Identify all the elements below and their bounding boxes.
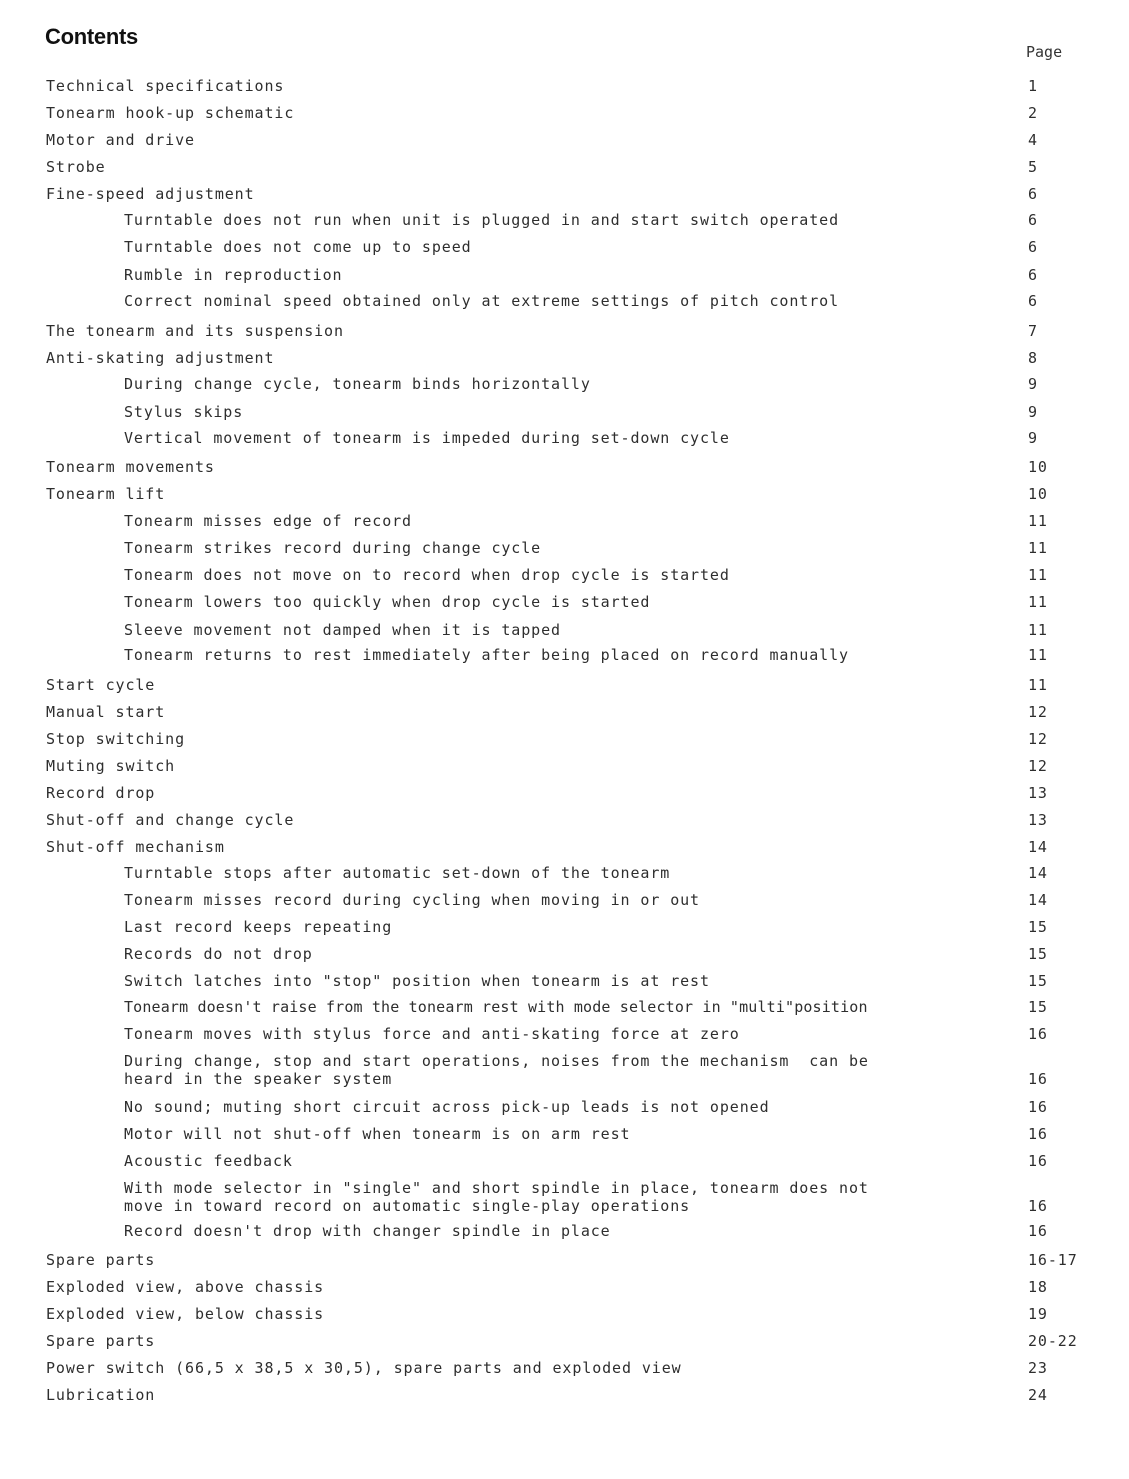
toc-entry-label: Shut-off and change cycle bbox=[46, 811, 295, 829]
toc-entry-label: Shut-off mechanism bbox=[46, 838, 225, 856]
toc-entry-label: Last record keeps repeating bbox=[124, 918, 393, 936]
toc-entry-page: 10 bbox=[1028, 458, 1048, 476]
toc-entry-page: 16 bbox=[1028, 1070, 1048, 1088]
toc-entry-page: 12 bbox=[1028, 730, 1048, 748]
toc-entry-page: 11 bbox=[1028, 539, 1048, 557]
toc-entry-page: 6 bbox=[1028, 185, 1038, 203]
toc-entry-page: 9 bbox=[1028, 375, 1038, 393]
toc-entry-page: 24 bbox=[1028, 1386, 1048, 1404]
toc-entry-label: Exploded view, below chassis bbox=[46, 1305, 325, 1323]
toc-entry-page: 11 bbox=[1028, 512, 1048, 530]
toc-entry-label: Motor and drive bbox=[46, 131, 195, 149]
toc-entry-page: 15 bbox=[1028, 918, 1048, 936]
toc-entry-label: Rumble in reproduction bbox=[124, 266, 343, 284]
toc-entry-label: With mode selector in "single" and short spindle in place, tonearm does not move in toward record on automatic single-play operations bbox=[124, 1179, 869, 1215]
toc-entry-label: Correct nominal speed obtained only at extreme settings of pitch control bbox=[124, 292, 840, 310]
toc-entry-label: Tonearm returns to rest immediately after being placed on record manually bbox=[124, 646, 849, 664]
toc-entry-page: 6 bbox=[1028, 238, 1038, 256]
toc-entry-label: Motor will not shut-off when tonearm is on arm rest bbox=[124, 1125, 631, 1143]
toc-entry-page: 1 bbox=[1028, 77, 1038, 95]
toc-entry-label: Tonearm moves with stylus force and anti-skating force at zero bbox=[124, 1025, 740, 1043]
toc-entry-label: Tonearm strikes record during change cycle bbox=[124, 539, 542, 557]
toc-entry-page: 18 bbox=[1028, 1278, 1048, 1296]
toc-entry-page: 7 bbox=[1028, 322, 1038, 340]
toc-entry-label: Record drop bbox=[46, 784, 156, 802]
toc-entry-label: Tonearm lowers too quickly when drop cycle is started bbox=[124, 593, 651, 611]
toc-entry-page: 9 bbox=[1028, 429, 1038, 447]
toc-entry-label: Acoustic feedback bbox=[124, 1152, 293, 1170]
toc-entry-label: Sleeve movement not damped when it is tapped bbox=[124, 621, 561, 639]
toc-entry-label: During change cycle, tonearm binds horizontally bbox=[124, 375, 591, 393]
toc-entry-page: 9 bbox=[1028, 403, 1038, 421]
toc-entry-page: 6 bbox=[1028, 292, 1038, 310]
toc-entry-label: Turntable stops after automatic set-down of the tonearm bbox=[124, 864, 671, 882]
toc-entry-page: 16 bbox=[1028, 1222, 1048, 1240]
toc-entry-label: Power switch (66,5 x 38,5 x 30,5), spare parts and exploded view bbox=[46, 1359, 682, 1377]
toc-entry-page: 16 bbox=[1028, 1125, 1048, 1143]
toc-entry-label: During change, stop and start operations, noises from the mechanism can be heard in the speaker system bbox=[124, 1052, 869, 1088]
toc-entry-page: 5 bbox=[1028, 158, 1038, 176]
toc-entry-page: 16 bbox=[1028, 1197, 1048, 1215]
toc-entry-page: 15 bbox=[1028, 998, 1048, 1016]
toc-entry-page: 16 bbox=[1028, 1098, 1048, 1116]
toc-entry-page: 16 bbox=[1028, 1025, 1048, 1043]
toc-entry-page: 14 bbox=[1028, 864, 1048, 882]
toc-entry-label: Tonearm hook-up schematic bbox=[46, 104, 295, 122]
toc-entry-page: 11 bbox=[1028, 646, 1048, 664]
toc-entry-page: 4 bbox=[1028, 131, 1038, 149]
toc-entry-label: Record doesn't drop with changer spindle in place bbox=[124, 1222, 611, 1240]
toc-entry-label: Spare parts bbox=[46, 1251, 156, 1269]
toc-entry-page: 11 bbox=[1028, 593, 1048, 611]
toc-entry-page: 12 bbox=[1028, 703, 1048, 721]
toc-entry-page: 6 bbox=[1028, 211, 1038, 229]
toc-entry-label: Tonearm misses edge of record bbox=[124, 512, 412, 530]
page-title: Contents bbox=[45, 24, 138, 49]
toc-entry-page: 11 bbox=[1028, 621, 1048, 639]
toc-entry-page: 16-17 bbox=[1028, 1251, 1078, 1269]
toc-entry-label: Tonearm lift bbox=[46, 485, 166, 503]
toc-entry-label: Technical specifications bbox=[46, 77, 285, 95]
toc-entry-label: Lubrication bbox=[46, 1386, 156, 1404]
toc-entry-page: 19 bbox=[1028, 1305, 1048, 1323]
toc-entry-page: 23 bbox=[1028, 1359, 1048, 1377]
toc-entry-label: Tonearm doesn't raise from the tonearm rest with mode selector in "multi"position bbox=[124, 998, 868, 1016]
toc-entry-label: Muting switch bbox=[46, 757, 176, 775]
toc-entry-label: Turntable does not run when unit is plugged in and start switch operated bbox=[124, 211, 840, 229]
toc-entry-label: Strobe bbox=[46, 158, 106, 176]
toc-entry-label: Start cycle bbox=[46, 676, 156, 694]
toc-entry-page: 11 bbox=[1028, 676, 1048, 694]
toc-entry-page: 15 bbox=[1028, 972, 1048, 990]
toc-entry-page: 11 bbox=[1028, 566, 1048, 584]
toc-entry-label: Switch latches into "stop" position when tonearm is at rest bbox=[124, 972, 710, 990]
toc-entry-label: The tonearm and its suspension bbox=[46, 322, 344, 340]
toc-entry-label: No sound; muting short circuit across pick-up leads is not opened bbox=[124, 1098, 770, 1116]
page-column-header: Page bbox=[1026, 43, 1063, 61]
toc-entry-label: Vertical movement of tonearm is impeded during set-down cycle bbox=[124, 429, 730, 447]
toc-entry-page: 15 bbox=[1028, 945, 1048, 963]
toc-entry-label: Stylus skips bbox=[124, 403, 244, 421]
toc-entry-page: 20-22 bbox=[1028, 1332, 1078, 1350]
toc-entry-page: 2 bbox=[1028, 104, 1038, 122]
toc-entry-page: 6 bbox=[1028, 266, 1038, 284]
toc-entry-page: 14 bbox=[1028, 891, 1048, 909]
toc-entry-page: 8 bbox=[1028, 349, 1038, 367]
toc-entry-page: 13 bbox=[1028, 784, 1048, 802]
toc-entry-page: 12 bbox=[1028, 757, 1048, 775]
toc-entry-label: Tonearm misses record during cycling when moving in or out bbox=[124, 891, 700, 909]
toc-entry-label: Spare parts bbox=[46, 1332, 156, 1350]
toc-entry-label: Tonearm movements bbox=[46, 458, 215, 476]
toc-entry-label: Exploded view, above chassis bbox=[46, 1278, 325, 1296]
toc-entry-label: Stop switching bbox=[46, 730, 186, 748]
toc-entry-label: Records do not drop bbox=[124, 945, 313, 963]
toc-entry-page: 10 bbox=[1028, 485, 1048, 503]
toc-entry-label: Anti-skating adjustment bbox=[46, 349, 275, 367]
toc-entry-label: Turntable does not come up to speed bbox=[124, 238, 472, 256]
toc-entry-label: Manual start bbox=[46, 703, 166, 721]
toc-entry-page: 16 bbox=[1028, 1152, 1048, 1170]
toc-entry-page: 14 bbox=[1028, 838, 1048, 856]
toc-entry-label: Tonearm does not move on to record when drop cycle is started bbox=[124, 566, 730, 584]
toc-entry-page: 13 bbox=[1028, 811, 1048, 829]
toc-entry-label: Fine-speed adjustment bbox=[46, 185, 255, 203]
